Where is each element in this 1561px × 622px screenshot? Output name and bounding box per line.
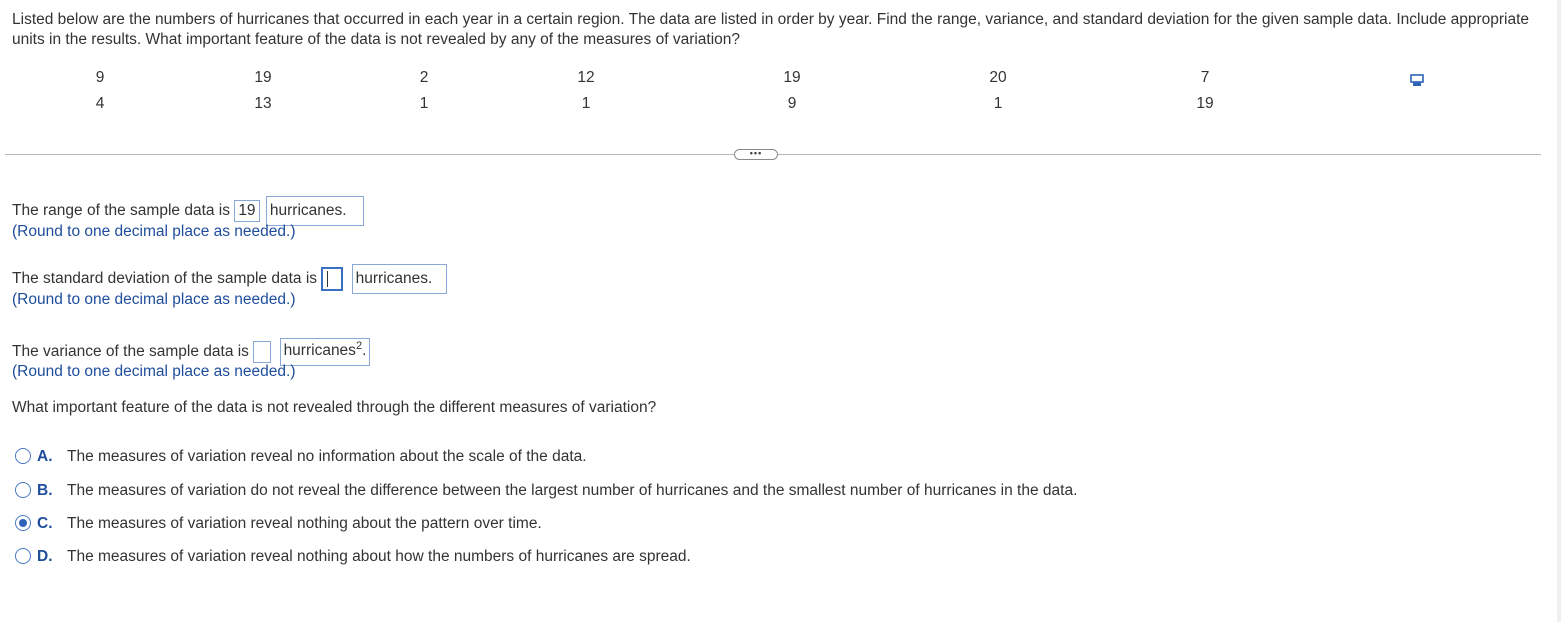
range-prefix: The range of the sample data is	[12, 202, 230, 220]
scrollbar[interactable]	[1557, 0, 1561, 622]
expand-button[interactable]: •••	[734, 149, 778, 160]
option-text: The measures of variation do not reveal the difference between the largest number of hurricanes and the smallest number of hurricanes in the data.	[67, 482, 1078, 499]
variance-unit: hurricanes$^2$.	[280, 338, 371, 366]
stdev-prefix: The standard deviation of the sample data is	[12, 270, 318, 288]
option-text: The measures of variation reveal nothing about how the numbers of hurricanes are spread.	[67, 548, 691, 565]
copy-icon[interactable]	[1410, 74, 1426, 88]
stdev-answer-field[interactable]	[321, 267, 343, 291]
data-cell: 9	[787, 95, 797, 112]
range-hint: (Round to one decimal place as needed.)	[12, 223, 296, 240]
range-unit: hurricanes.	[266, 196, 364, 226]
option-b[interactable]	[15, 481, 1077, 501]
radio-b[interactable]	[15, 482, 31, 498]
stdev-unit: hurricanes.	[352, 264, 448, 294]
variance-answer-field[interactable]	[253, 341, 271, 363]
variance-hint: (Round to one decimal place as needed.)	[12, 363, 296, 380]
variance-prefix: The variance of the sample data is	[12, 343, 249, 361]
data-cell: 13	[254, 95, 272, 112]
option-letter: D.	[37, 548, 53, 565]
radio-c[interactable]	[15, 515, 31, 531]
data-cell: 1	[993, 95, 1003, 112]
question-text: Listed below are the numbers of hurricanes that occurred in each year in a certain region. The data are listed in order by year. Find the range, variance, and standard deviation for the given sample data. Include appropriate units in the results. What important feature of the data is not revealed by any of the measures of variation?	[12, 11, 1530, 48]
range-answer-field[interactable]: 19	[234, 200, 259, 222]
option-letter: A.	[37, 448, 53, 465]
data-cell: 19	[783, 69, 801, 86]
data-cell: 7	[1200, 69, 1210, 86]
data-cell: 2	[419, 69, 429, 86]
data-table	[0, 68, 1561, 118]
text-caret	[327, 271, 328, 287]
radio-d[interactable]	[15, 548, 31, 564]
data-cell: 12	[577, 69, 595, 86]
data-cell: 19	[254, 69, 272, 86]
option-letter: B.	[37, 482, 53, 499]
option-d[interactable]	[15, 547, 691, 567]
option-text: The measures of variation reveal nothing about the pattern over time.	[67, 515, 542, 532]
stdev-hint: (Round to one decimal place as needed.)	[12, 291, 296, 308]
data-cell: 20	[989, 69, 1007, 86]
option-letter: C.	[37, 515, 53, 532]
feature-question: What important feature of the data is not revealed through the different measures of variation?	[12, 399, 657, 416]
data-cell: 9	[95, 69, 105, 86]
radio-a[interactable]	[15, 448, 31, 464]
data-cell: 19	[1196, 95, 1214, 112]
data-cell: 4	[95, 95, 105, 112]
data-cell: 1	[581, 95, 591, 112]
option-c[interactable]	[15, 514, 542, 534]
option-text: The measures of variation reveal no information about the scale of the data.	[67, 448, 587, 465]
option-a[interactable]	[15, 447, 587, 467]
data-cell: 1	[419, 95, 429, 112]
